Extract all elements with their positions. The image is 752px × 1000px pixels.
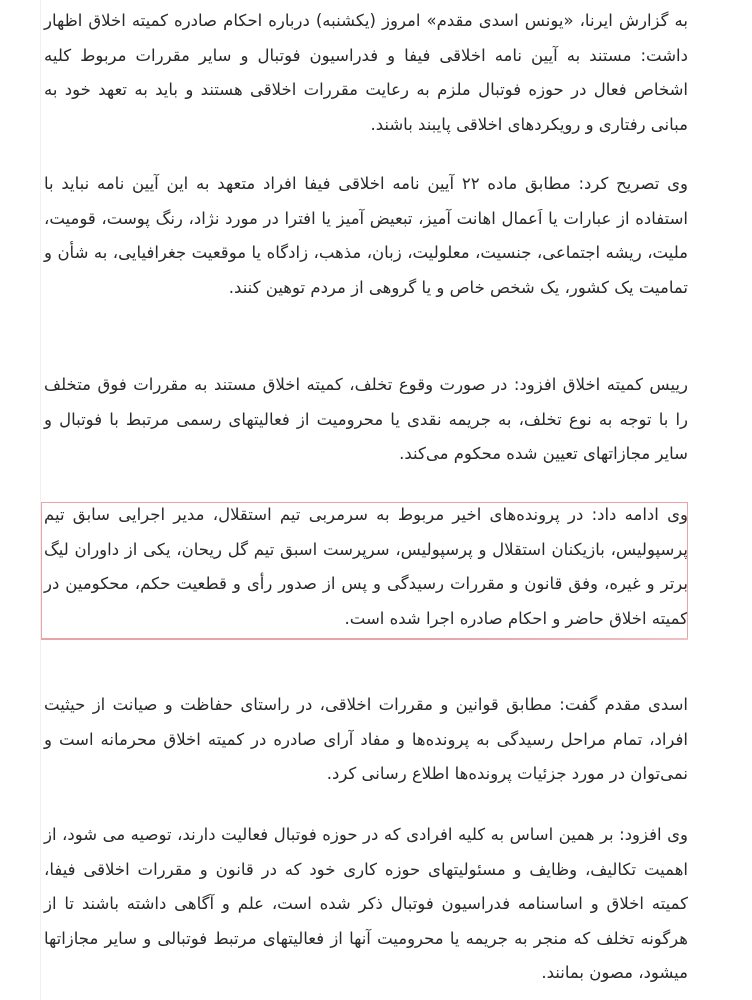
paragraph-recommendation: وی افزود: بر همین اساس به کلیه افرادی که در حوزه فوتبال فعالیت دارند، توصیه می شود، از اهمیت تکالیف، وظایف و مسئولیتهای حوزه کاری خود که در قانون و مقررات اخلاقی فیفا، کمیته اخلاق و اساسنامه فدراسیون فوتبال ذکر شده است، علم و آگاهی داشته باشند تا از هرگونه تخلف که منجر به جریمه یا محرومیت آنها از فعالیتهای مرتبط فوتبالی و سایر مجازاتها میشود، مصون بمانند. <box>44 825 688 982</box>
paragraph-article-22: وی تصریح کرد: مطابق ماده ۲۲ آیین نامه اخلاقی فیفا افراد متعهد به این آیین نامه نباید با استفاده از عبارات یا اَعمال اهانت آمیز، تبعیض آمیز یا افترا در مورد نژاد، رنگ پوست، قومیت، ملیت، ریشه اجتماعی، جنسیت، معلولیت، زبان، مذهب، زادگاه یا موقعیت جغرافیایی، به شأن و تمامیت یک کشور، یک شخص خاص و یا گروهی از مردم توهین کنند. <box>44 174 688 297</box>
paragraph-intro: به گزارش ایرنا، «یونس اسدی مقدم» امروز (یکشنبه) درباره احکام صادره کمیته اخلاق اظهار داشت: مستند به آیین نامه اخلاقی فیفا و فدراسیون فوتبال و سایر مقررات مربوط کلیه اشخاص فعال در حوزه فوتبال ملزم به رعایت مقررات اخلاقی هستند و باید به تعهد خود به مبانی رفتاری و رویکردهای اخلاقی پایبند باشند. <box>44 11 688 134</box>
highlight-annotation-underline <box>41 638 688 640</box>
paragraph-confidentiality: اسدی مقدم گفت: مطابق قوانین و مقررات اخلاقی، در راستای حفاظت و صیانت از حیثیت افراد، تمام مراحل رسیدگی به پرونده‌ها و مفاد آرای صادره در کمیته اخلاق محرمانه است و نمی‌توان در مورد جزئیات پرونده‌ها اطلاع رسانی کرد. <box>44 695 688 783</box>
paragraph-violation-penalties: رییس کمیته اخلاق افزود: در صورت وقوع تخلف، کمیته اخلاق مستند به مقررات فوق متخلف را با توجه به نوع تخلف، به جریمه نقدی یا محرومیت از فعالیتهای رسمی مرتبط با فوتبال و سایر مجازاتهای تعیین شده محکوم می‌کند. <box>44 375 688 463</box>
left-margin-rule <box>40 0 41 1000</box>
paragraph-recent-cases: وی ادامه داد: در پرونده‌های اخیر مربوط به سرمربی تیم استقلال، مدیر اجرایی سابق تیم پرسپولیس، بازیکنان استقلال و پرسپولیس، سرپرست اسبق تیم گل ریحان، یکی از داوران لیگ برتر و غیره، وفق قانون و مقررات رسیدگی و پس از صدور رأی و قطعیت حکم، محکومین در کمیته اخلاق حاضر و احکام صادره اجرا شده است. <box>44 505 688 628</box>
